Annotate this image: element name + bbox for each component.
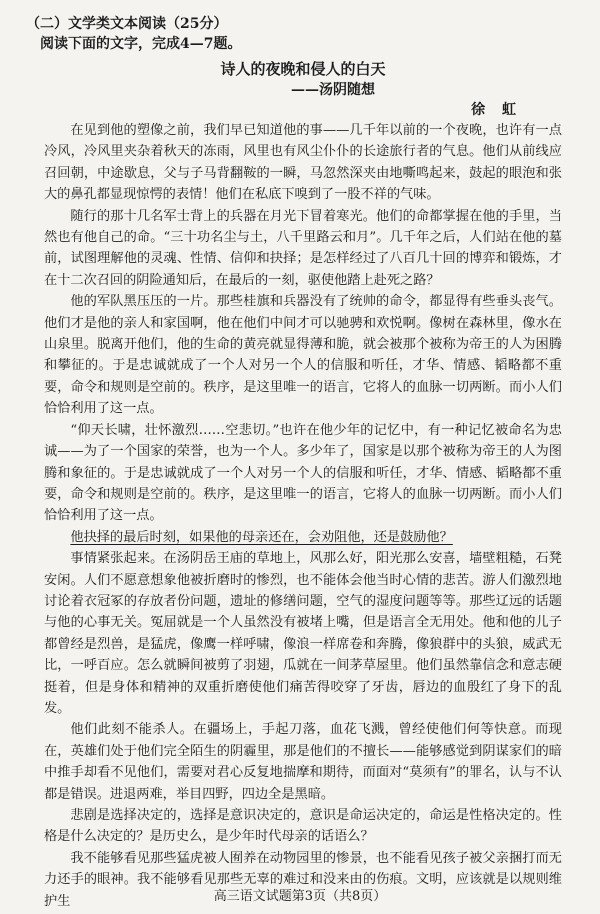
paragraph-3: 他的军队黑压压的一片。那些桂旗和兵器没有了统帅的命令，都显得有些垂头丧气。他们才是他的亲人和家国啊，他在他们中间才可以驰骋和欢悦啊。像树在森林里，像水在山泉里。脱离开他们，他的生命的黄亮就显得薄和脆，就会被那个被称为帝王的人为困腾和攀征的。于是忠诚就成了一个人对另一个人的信服和听任，才华、情感、韬略都不重要，命令和规则是空前的。秩序，是这里唯一的语言，它将人的血脉一切两断。而小人们恰恰利用了这一点。 bbox=[44, 294, 562, 417]
paragraph-6: 事情紧张起来。在汤阴岳王庙的草地上，风那么好，阳光那么安喜，墙壁粗糙，石凳安闲。人们不愿意想象他被折磨时的惨烈，也不能体会他当时心情的悲苦。游人们激烈地讨论着衣冠冢的存放者份问题，遗址的修缮问题，空气的湿度问题等等。那些辽远的话题与他的心事无关。冤屈就是一个人虽然没有被堵上嘴，但是语言全无用处。他和他的儿子都曾经是烈兽，是猛虎，像鹰一样呼啸，像浪一样席卷和奔腾，像狼群中的头狼，威武无比，一呼百应。怎么就瞬间被剪了羽翅，瓜就在一间茅草屋里。他们虽然靠信念和意志硬挺着，但是身体和精神的双重折磨使他们痛苦得咬穿了牙齿，唇边的血殷红了身下的乱发。 bbox=[44, 551, 562, 716]
essay-body bbox=[44, 120, 562, 912]
paragraph-2: 随行的那十几名军士背上的兵器在月光下冒着寒光。他们的命都掌握在他的手里，当然也有他自己的命。“三十功名尘与土，八千里路云和月”。几千年之后，人们站在他的墓前，试图理解他的灵魂、性情、信仰和抉择；是怎样经过了八百几十回的博弈和锻炼，才在十二次召回的阴险通知后，在最后的一刻，驱使他踏上赴死之路？ bbox=[44, 208, 562, 288]
paragraph-9: 我不能够看见那些猛虎被人囿养在动物园里的惨景，也不能看见孩子被父亲捆打而无力还手的眼神。我不能够看见那些无辜的难过和没来由的伤痕。文明，应该就是以规则维护生 bbox=[44, 850, 562, 909]
paragraph-4: “仰天长啸，壮怀激烈……空悲切。”也许在他少年的记忆中，有一种记忆被命名为忠诚——为了一个国家的荣誉，也为一个人。多少年了，国家是以那个被称为帝王的人为图腾和象征的。于是忠诚就成了一个人对另一个人的信服和听任，才华、情感、韬略都不重要，命令和规则是空前的。秩序，是这里唯一的语言，它将人的血脉一切两断。而小人们恰恰利用了这一点。 bbox=[44, 422, 562, 524]
paragraph-8: 悲剧是选择决定的，选择是意识决定的，意识是命运决定的，命运是性格决定的。性格是什么决定的？是历史么，是少年时代母亲的话语么？ bbox=[44, 808, 562, 845]
essay-subtitle: ——汤阴随想 bbox=[291, 82, 375, 98]
essay-title: 诗人的夜晚和侵人的白天 bbox=[220, 60, 386, 78]
page-footer: 高三语文试题第3页（共8页） bbox=[213, 889, 387, 904]
paragraph-5-underlined: 他抉择的最后时刻，如果他的母亲还在，会劝阻他，还是鼓励他？ bbox=[70, 529, 453, 545]
essay-author: 徐 虹 bbox=[471, 102, 522, 118]
paragraph-1: 在见到他的塑像之前，我们早已知道他的事——几千年以前的一个夜晚，也许有一点冷风，冷风里夹杂着秋天的冻雨，风里也有风尘仆仆的长途旅行者的气息。他们从前线应召回朝，中途歇息，父与子马背翻鞍的一瞬，马忽然深夹由地嘶鸣起来，鼓起的眼泡和张大的鼻孔都显现惊愕的表情！他们在私底下嗅到了一股不祥的气味。 bbox=[44, 123, 562, 203]
section-title: （二）文学类文本阅读（25分） bbox=[26, 16, 228, 32]
reading-instruction: 阅读下面的文字，完成4—7题。 bbox=[40, 36, 242, 52]
paragraph-7: 他们此刻不能杀人。在疆场上，手起刀落，血花飞溅，曾经使他们何等快意。而现在，英雄们处于他们完全陌生的阴霾里，那是他们的不擅长——能够感觉到阴谋家们的暗中推手却看不见他们，需要对君心反复地揣摩和期待，而面对“莫须有”的罪名，认与不认都是错误。进退两难，举目四野，四边全是黑暗。 bbox=[44, 722, 562, 802]
